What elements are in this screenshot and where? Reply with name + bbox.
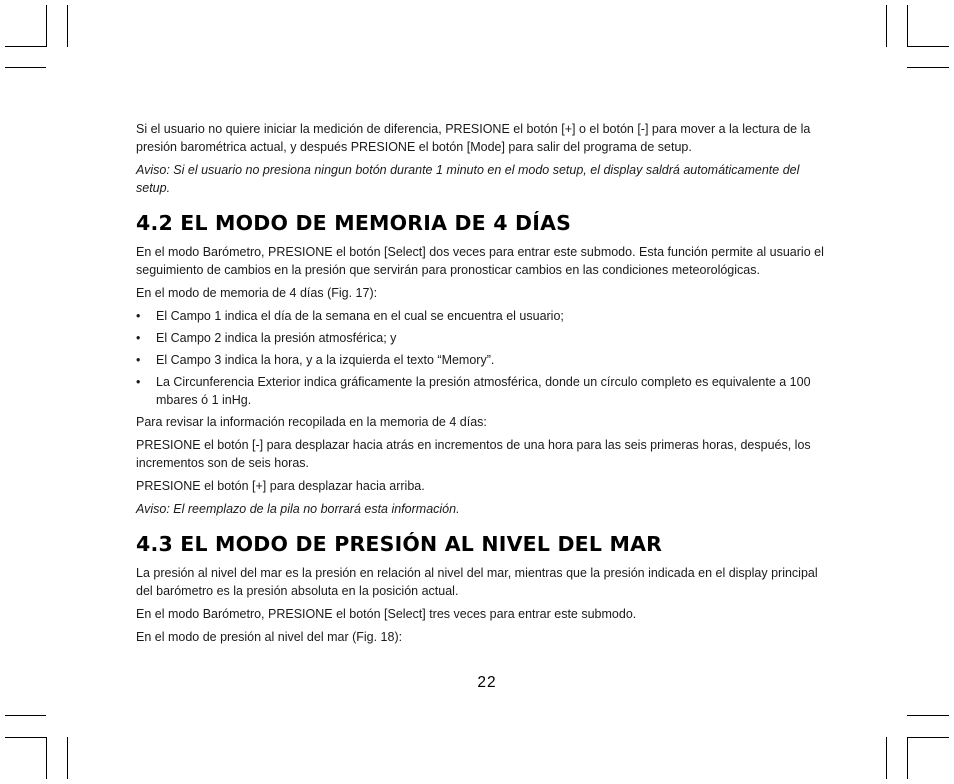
section42-paragraph-5: PRESIONE el botón [+] para desplazar hacia arriba.: [136, 479, 425, 493]
section42-bullet-list: [136, 307, 832, 409]
crop-mark: [907, 67, 949, 68]
list-item-text: El Campo 3 indica la hora, y a la izquierda el texto “Memory”.: [156, 353, 495, 367]
section-heading-4-3: 4.3 EL MODO DE PRESIÓN AL NIVEL DEL MAR: [136, 532, 663, 556]
crop-mark: [886, 5, 887, 47]
intro-notice: Aviso: Si el usuario no presiona ningun botón durante 1 minuto en el modo setup, el display saldrá automáticamente del setup.: [136, 163, 800, 195]
section43-paragraph-2: En el modo Barómetro, PRESIONE el botón [Select] tres veces para entrar este submodo.: [136, 607, 637, 621]
section42-paragraph-1: En el modo Barómetro, PRESIONE el botón [Select] dos veces para entrar este submodo. Esta función permite al usuario el seguimiento de cambios en la presión que servirán para pronosticar cambios en las condiciones meteorológicas.: [136, 245, 824, 277]
crop-mark: [67, 737, 68, 779]
page-number: 22: [477, 674, 497, 691]
bullet-symbol: •: [136, 309, 141, 323]
list-item: [136, 307, 832, 325]
crop-mark: [886, 737, 887, 779]
section43-paragraph-3: En el modo de presión al nivel del mar (Fig. 18):: [136, 630, 403, 644]
section42-paragraph-2: En el modo de memoria de 4 días (Fig. 17):: [136, 286, 378, 300]
crop-mark: [5, 737, 46, 738]
list-item-text: El Campo 1 indica el día de la semana en el cual se encuentra el usuario;: [156, 309, 564, 323]
list-item-text: El Campo 2 indica la presión atmosférica; y: [156, 331, 397, 345]
list-item-text: La Circunferencia Exterior indica gráficamente la presión atmosférica, donde un círculo completo es equivalente a 100 mbares ó 1 inHg.: [156, 375, 811, 407]
list-item: [136, 351, 832, 369]
intro-paragraph: Si el usuario no quiere iniciar la medición de diferencia, PRESIONE el botón [+] o el botón [-] para mover a la lectura de la presión barométrica actual, y después PRESIONE el botón [Mode] para salir del programa de setup.: [136, 122, 811, 154]
list-item: [136, 373, 832, 409]
crop-mark: [5, 715, 46, 716]
section42-paragraph-4: PRESIONE el botón [-] para desplazar hacia atrás en incrementos de una hora para las seis primeras horas, después, los incrementos son de seis horas.: [136, 438, 811, 470]
section42-notice: Aviso: El reemplazo de la pila no borrará esta información.: [136, 502, 460, 516]
page-content: [136, 120, 832, 651]
bullet-symbol: •: [136, 353, 141, 367]
crop-mark: [46, 737, 47, 779]
crop-mark: [907, 737, 908, 779]
crop-mark: [907, 5, 908, 47]
crop-mark: [907, 737, 949, 738]
crop-mark: [5, 46, 46, 47]
crop-mark: [67, 5, 68, 47]
crop-mark: [907, 715, 949, 716]
list-item: [136, 329, 832, 347]
bullet-symbol: •: [136, 375, 141, 389]
crop-mark: [5, 67, 46, 68]
section-heading-4-2: 4.2 EL MODO DE MEMORIA DE 4 DÍAS: [136, 211, 572, 235]
crop-mark: [907, 46, 949, 47]
crop-mark: [46, 5, 47, 47]
section42-paragraph-3: Para revisar la información recopilada en la memoria de 4 días:: [136, 415, 487, 429]
section43-paragraph-1: La presión al nivel del mar es la presión en relación al nivel del mar, mientras que la presión indicada en el display principal del barómetro es la presión absoluta en la posición actual.: [136, 566, 818, 598]
bullet-symbol: •: [136, 331, 141, 345]
